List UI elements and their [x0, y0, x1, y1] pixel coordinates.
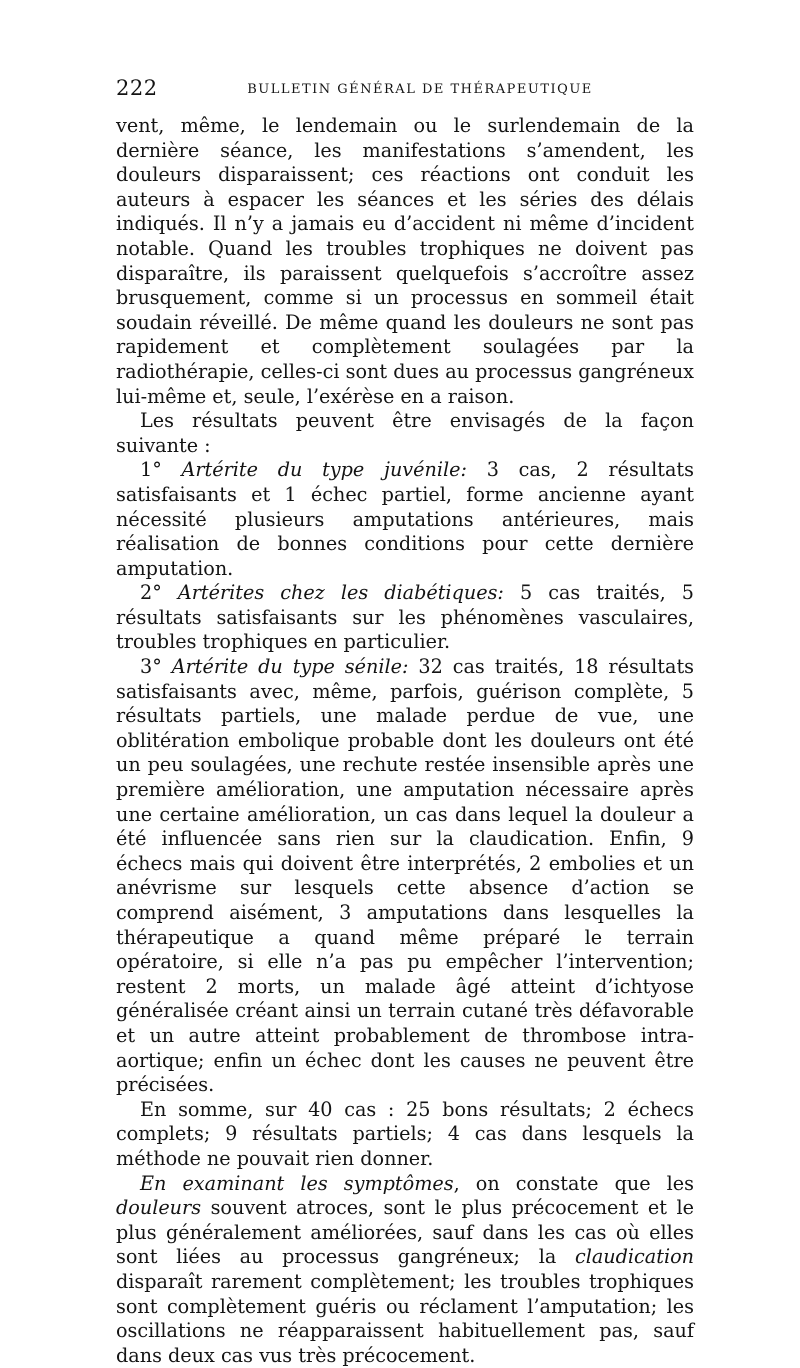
text-segment: disparaît rarement complètement; les troubles trophiques sont complètement guéris ou réclament l’amputation; les oscillations ne réapparaissent habituellement pas, sauf dans deux cas vus très précocement.: [116, 1269, 694, 1367]
paragraph-senile-arteritis: [116, 655, 694, 1098]
italic-text: Artérites chez les diabétiques:: [177, 581, 504, 605]
text-segment: Les résultats peuvent être envisagés de la façon suivante :: [116, 409, 694, 457]
paragraph-results-intro: [116, 409, 694, 458]
italic-text: douleurs: [116, 1196, 202, 1220]
page-header: [116, 76, 694, 102]
paragraph-juvenile-arteritis: [116, 458, 694, 581]
paragraph-continuation: [116, 114, 694, 409]
text-segment: 32 cas traités, 18 résultats satisfaisants avec, même, parfois, guérison complète, 5 résultats partiels, une malade perdue de vue, une oblitération embolique probable dont les douleurs ont été un peu soulagées, une rechute restée insensible après une première amélioration, une amputation nécessaire après une certaine amélioration, un cas dans lequel la douleur a été influencée sans rien sur la claudication. Enfin, 9 échecs mais qui doivent être interprétés, 2 embolies et un anévrisme sur lesquels cette absence d’action se comprend aisément, 3 amputations dans lesquelles la thérapeutique a quand même préparé le terrain opératoire, si elle n’a pas pu empêcher l’intervention; restent 2 morts, un malade âgé atteint d’ichtyose généralisée créant ainsi un terrain cutané très défavorable et un autre atteint probablement de thrombose intra-aortique; enfin un échec dont les causes ne peuvent être précisées.: [116, 655, 695, 1097]
body-text: [116, 114, 694, 1368]
italic-text: Artérite du type sénile:: [171, 655, 409, 679]
text-segment: , on constate que les: [453, 1171, 694, 1195]
text-segment: En somme, sur 40 cas : 25 bons résultats; 2 échecs complets; 9 résultats partiels; 4 cas dans lesquels la méthode ne pouvait rien donner.: [116, 1097, 694, 1170]
italic-text: Artérite du type juvénile:: [181, 458, 467, 482]
running-title: BULLETIN GÉNÉRAL DE THÉRAPEUTIQUE: [247, 82, 593, 97]
italic-text: claudication: [574, 1245, 694, 1269]
text-segment: 5 cas traités, 5 résultats satisfaisants sur les phénomènes vasculaires, troubles trophiques en particulier.: [116, 581, 695, 654]
text-segment: 3 cas, 2 résultats satisfaisants et 1 échec partiel, forme ancienne ayant nécessité plusieurs amputations antérieures, mais réalisation de bonnes conditions pour cette dernière amputation.: [116, 458, 694, 580]
paragraph-diabetic-arteritis: [116, 581, 694, 655]
italic-text: En examinant les symptômes: [140, 1171, 454, 1195]
paragraph-summary: [116, 1098, 694, 1172]
text-segment: 2°: [140, 581, 178, 605]
paragraph-symptoms: [116, 1172, 694, 1368]
text-segment: souvent atroces, sont le plus précocement et le plus généralement améliorées, sauf dans les cas où elles sont liées au processus gangréneux; la: [116, 1196, 694, 1269]
text-segment: 3°: [140, 655, 172, 679]
page-number: 222: [116, 76, 158, 100]
text-segment: 1°: [140, 458, 182, 482]
text-segment: vent, même, le lendemain ou le surlendemain de la dernière séance, les manifestations s’amendent, les douleurs disparaissent; ces réactions ont conduit les auteurs à espacer les séances et les séries des délais indiqués. Il n’y a jamais eu d’accident ni même d’incident notable. Quand les troubles trophiques ne doivent pas disparaître, ils paraissent quelquefois s’accroître assez brusquement, comme si un processus en sommeil était soudain réveillé. De même quand les douleurs ne sont pas rapidement et complètement soulagées par la radiothérapie, celles-ci sont dues au processus gangréneux lui-même et, seule, l’exérèse en a raison.: [116, 114, 694, 408]
